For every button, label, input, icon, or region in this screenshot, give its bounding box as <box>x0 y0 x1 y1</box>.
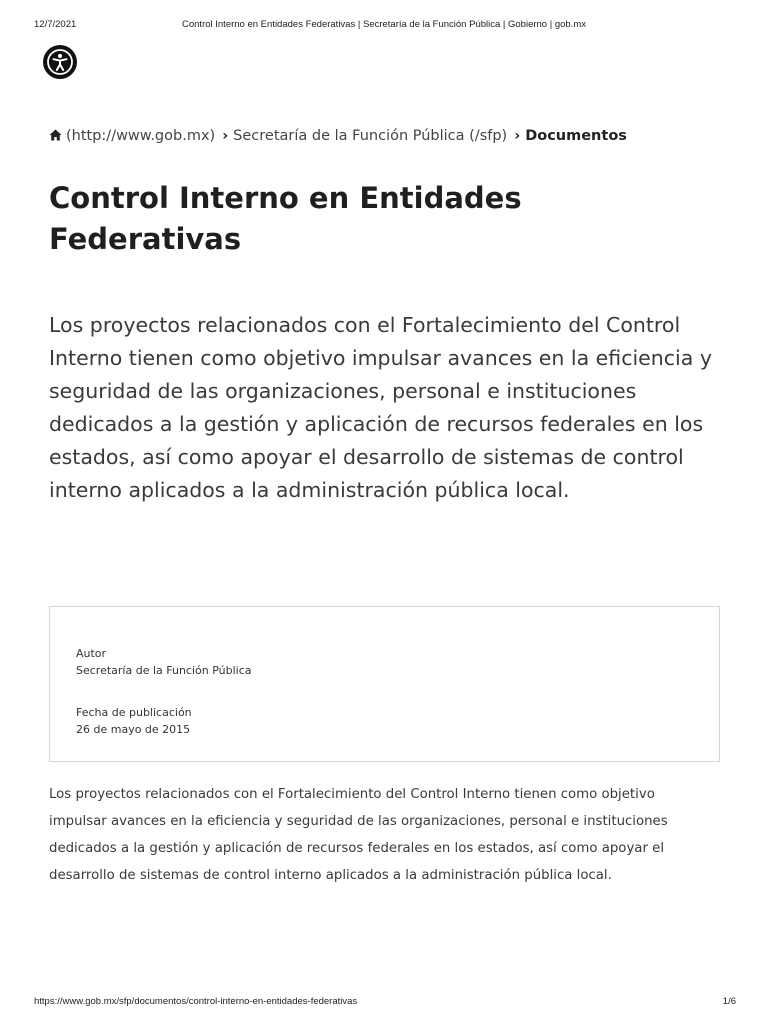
breadcrumb <box>49 128 739 145</box>
breadcrumb-current: Documentos <box>525 128 627 144</box>
author-label: Autor <box>76 647 107 660</box>
breadcrumb-separator: › <box>222 128 229 144</box>
document-metadata-box <box>49 606 720 762</box>
print-page-title: Control Interno en Entidades Federativas | Secretaría de la Función Pública | Gobierno | gob.mx <box>182 19 586 30</box>
breadcrumb-separator: › <box>514 128 521 144</box>
publication-date-value: 26 de mayo de 2015 <box>76 723 191 736</box>
print-url: https://www.gob.mx/sfp/documentos/control-interno-en-entidades-federativas <box>34 996 358 1007</box>
page-number: 1/6 <box>722 996 736 1007</box>
lead-paragraph: Los proyectos relacionados con el Fortalecimiento del Control Interno tienen como objetivo impulsar avances en la eficiencia y seguridad de las organizaciones, personal e instituciones dedicados a la gestión y aplicación de recursos federales en los estados, así como apoyar el desarrollo de sistemas de control interno aplicados a la administración pública local. <box>49 313 712 502</box>
accessibility-icon <box>43 45 77 79</box>
home-icon[interactable] <box>49 129 62 145</box>
author-block <box>76 645 252 679</box>
accessibility-button[interactable] <box>43 45 77 79</box>
page-title: Control Interno en Entidades Federativas <box>49 181 522 256</box>
print-date: 12/7/2021 <box>34 19 77 30</box>
breadcrumb-section-link[interactable]: Secretaría de la Función Pública (/sfp) <box>233 128 508 144</box>
publication-date-label: Fecha de publicación <box>76 706 192 719</box>
publication-date-block <box>76 704 192 738</box>
body-paragraph: Los proyectos relacionados con el Fortalecimiento del Control Interno tienen como objetivo impulsar avances en la eficiencia y seguridad de las organizaciones, personal e instituciones dedicados a la gestión y aplicación de recursos federales en los estados, así como apoyar el desarrollo de sistemas de control interno aplicados a la administración pública local. <box>49 787 668 883</box>
breadcrumb-home-link[interactable]: (http://www.gob.mx) <box>66 128 216 144</box>
author-value: Secretaría de la Función Pública <box>76 664 252 677</box>
